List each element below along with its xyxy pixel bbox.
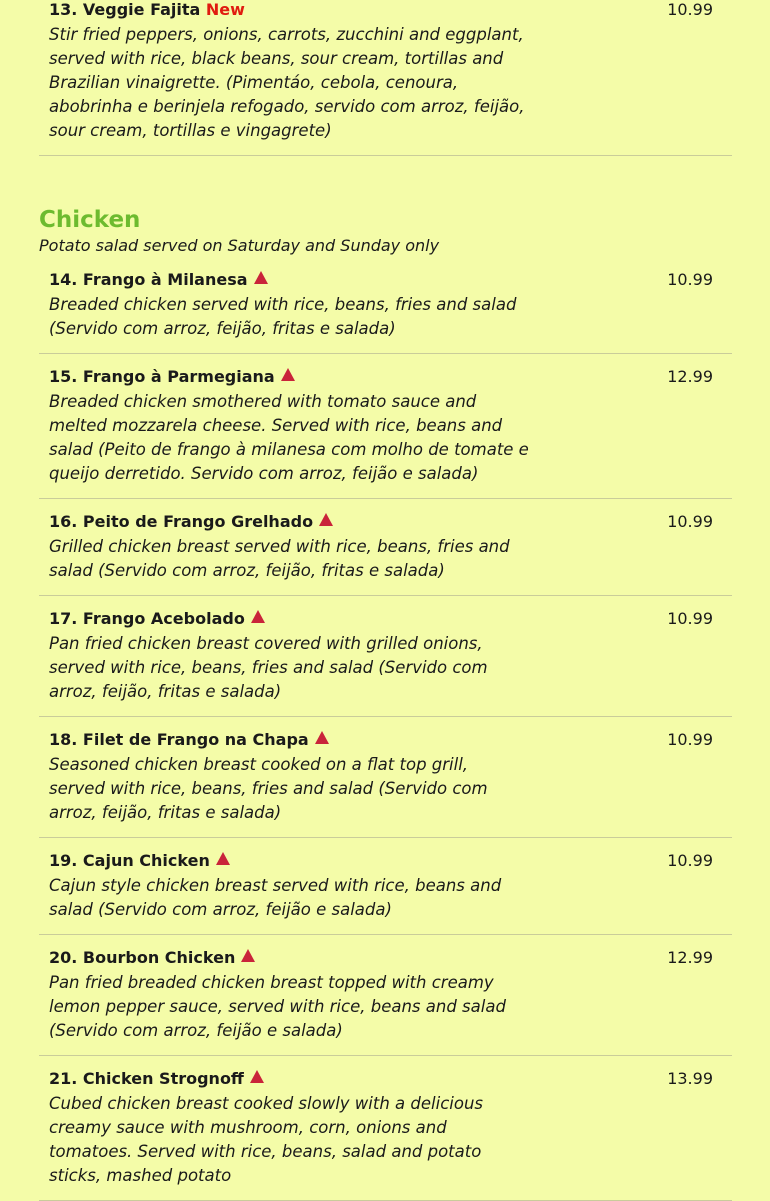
menu-item-description: Seasoned chicken breast cooked on a flat top grill, served with rice, beans, fries and salad (Servido com arroz, feijão, fritas e salada)	[49, 755, 488, 822]
menu-item-price: 12.99	[667, 367, 713, 386]
red-triangle-icon	[251, 610, 265, 623]
red-triangle-icon	[216, 852, 230, 865]
menu-item-price: 10.99	[667, 512, 713, 531]
menu-item-title	[49, 1068, 732, 1090]
menu-item-description: Breaded chicken served with rice, beans, fries and salad (Servido com arroz, feijão, fritas e salada)	[49, 295, 517, 338]
menu-item-price: 10.99	[667, 730, 713, 749]
menu-item-name: 13. Veggie Fajita	[49, 0, 201, 19]
menu-item-title	[49, 0, 732, 21]
menu-item-price: 10.99	[667, 609, 713, 628]
red-triangle-icon	[250, 1070, 264, 1083]
menu-content	[39, 0, 732, 1201]
section-title: Chicken	[39, 207, 141, 233]
section-note: Potato salad served on Saturday and Sunday only	[39, 236, 440, 255]
menu-item-title	[49, 511, 732, 533]
menu-item-price: 13.99	[667, 1069, 713, 1088]
menu-item-title	[49, 729, 732, 751]
menu-item-price: 10.99	[667, 270, 713, 289]
menu-item-title	[49, 366, 732, 388]
red-triangle-icon	[281, 368, 295, 381]
menu-item-description: Cubed chicken breast cooked slowly with a delicious creamy sauce with mushroom, corn, onions and tomatoes. Served with rice, beans, salad and potato sticks, mashed potato	[49, 1094, 484, 1185]
menu-item-name: 16. Peito de Frango Grelhado	[49, 512, 314, 531]
menu-item-price: 12.99	[667, 948, 713, 967]
menu-item-title	[49, 608, 732, 630]
menu-item	[39, 354, 732, 499]
red-triangle-icon	[254, 271, 268, 284]
menu-item-price: 10.99	[667, 0, 713, 19]
menu-item	[39, 717, 732, 838]
menu-item-title	[49, 850, 732, 872]
menu-item-title	[49, 947, 732, 969]
menu-item-description: Breaded chicken smothered with tomato sauce and melted mozzarela cheese. Served with rice, beans and salad (Peito de frango à milanesa com molho de tomate e queijo derretido. Servido com arroz, feijão e salada)	[49, 392, 529, 483]
chicken-items-list	[39, 257, 732, 1201]
menu-item	[39, 1056, 732, 1201]
menu-item-name: 21. Chicken Strognoff	[49, 1069, 244, 1088]
menu-item-name: 14. Frango à Milanesa	[49, 270, 248, 289]
menu-item-name: 17. Frango Acebolado	[49, 609, 245, 628]
menu-item	[39, 935, 732, 1056]
red-triangle-icon	[315, 731, 329, 744]
menu-item	[39, 838, 732, 935]
menu-item-description: Pan fried breaded chicken breast topped with creamy lemon pepper sauce, served with rice, beans and salad (Servido com arroz, feijão e salada)	[49, 973, 506, 1040]
menu-item-name: 20. Bourbon Chicken	[49, 948, 236, 967]
menu-item	[39, 257, 732, 354]
menu-item-description: Cajun style chicken breast served with rice, beans and salad (Servido com arroz, feijão e salada)	[49, 876, 502, 919]
new-badge: New	[205, 0, 245, 19]
menu-item	[39, 596, 732, 717]
menu-item-description: Pan fried chicken breast covered with grilled onions, served with rice, beans, fries and salad (Servido com arroz, feijão, fritas e salada)	[49, 634, 488, 701]
menu-item	[39, 499, 732, 596]
menu-item	[39, 0, 732, 156]
menu-item-description: Grilled chicken breast served with rice, beans, fries and salad (Servido com arroz, feijão, fritas e salada)	[49, 537, 510, 580]
menu-item-title	[49, 269, 732, 291]
menu-item-price: 10.99	[667, 851, 713, 870]
chicken-section	[39, 206, 732, 257]
menu-item-name: 19. Cajun Chicken	[49, 851, 210, 870]
menu-item-name: 15. Frango à Parmegiana	[49, 367, 275, 386]
menu-item-name: 18. Filet de Frango na Chapa	[49, 730, 309, 749]
menu-item-description: Stir fried peppers, onions, carrots, zucchini and eggplant, served with rice, black beans, sour cream, tortillas and Brazilian vinaigrette. (Pimentáo, cebola, cenoura, abobrinha e berinjela refogado, servido com arroz, feijão, sour cream, tortillas e vingagrete)	[49, 25, 525, 140]
red-triangle-icon	[241, 949, 255, 962]
red-triangle-icon	[319, 513, 333, 526]
